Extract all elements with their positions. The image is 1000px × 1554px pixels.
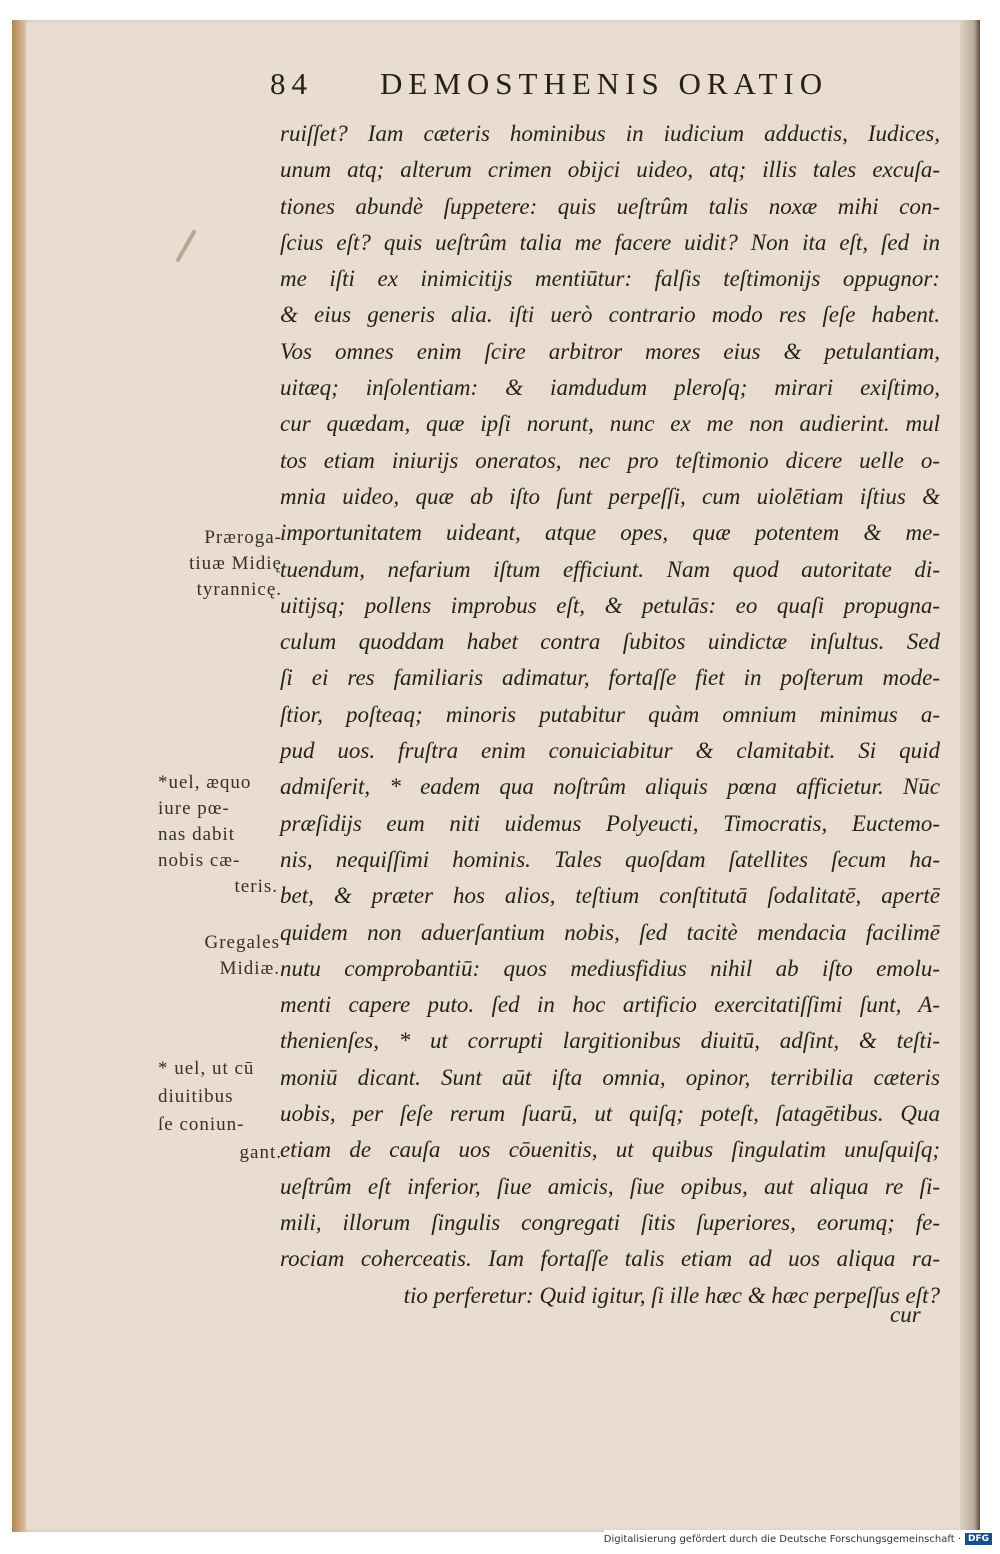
page-number: 84 xyxy=(270,66,313,101)
margin-note-line: tiuæ Midię xyxy=(189,553,282,574)
text-line: bet, & præter hos alios, teſtium conſtitutā ſodalitatē, apertē xyxy=(280,883,940,909)
text-line: mnia uideo, quæ ab iſto ſunt perpeſſi, cum uiolētiam iſtius & xyxy=(280,483,940,509)
text-line: tuendum, nefarium iſtum efficiunt. Nam quod autoritate di- xyxy=(280,556,940,582)
text-line: cur quædam, quæ ipſi norunt, nunc ex me non audierint. mul xyxy=(280,411,940,437)
page-header xyxy=(270,66,890,108)
text-line: tos etiam iniurijs oneratos, nec pro teſtimonio dicere uelle o- xyxy=(280,447,940,473)
text-line: me iſti ex inimicitijs mentiūtur: falſis teſtimonijs oppugnor: xyxy=(280,266,940,292)
margin-note-3 xyxy=(170,932,280,984)
text-line: quidem non aduerſantium nobis, ſed tacitè mendacia facilimē xyxy=(280,919,940,945)
margin-note-line: Midiæ. xyxy=(219,958,280,979)
running-title: DEMOSTHENIS ORATIO xyxy=(380,66,829,101)
text-line: unum atq; alterum crimen obijci uideo, atq; illis tales excuſa- xyxy=(280,157,940,183)
margin-note-line: tyrannicę. xyxy=(196,579,282,600)
text-line: nis, nequiſſimi hominis. Tales quoſdam ſatellites ſecum ha- xyxy=(280,846,940,872)
text-line: nutu comprobantiū: quos mediusfidius nihil ab iſto emolu- xyxy=(280,955,940,981)
text-line: moniū dicant. Sunt aūt iſta omnia, opinor, terribilia cæteris xyxy=(280,1064,940,1090)
text-line: uitæq; inſolentiam: & iamdudum pleroſq; mirari exiſtimo, xyxy=(280,375,940,401)
margin-note-line: Gregales xyxy=(204,932,280,953)
text-line: tiones abundè ſuppetere: quis ueſtrûm talis noxæ mihi con- xyxy=(280,193,940,219)
text-line: importunitatem uideant, atque opes, quæ potentem & me- xyxy=(280,520,940,546)
text-line: menti capere puto. ſed in hoc artificio exercitatiſſimi ſunt, A- xyxy=(280,992,940,1018)
page-spine xyxy=(12,20,26,1532)
text-line: pud uos. fruſtra enim conuiciabitur & clamitabit. Si quid xyxy=(280,738,940,764)
footer-text: Digitalisierung gefördert durch die Deutsche Forschungsgemeinschaft · xyxy=(603,1533,961,1545)
text-line: ſtior, poſteaq; minoris putabitur quàm omnium minimus a- xyxy=(280,701,940,727)
margin-note-line: Prærogа- xyxy=(204,527,282,548)
margin-note-1 xyxy=(170,527,282,605)
text-line: ueſtrûm eſt inferior, ſiue amicis, ſiue opibus, aut aliqua re ſi- xyxy=(280,1173,940,1199)
body-text xyxy=(280,116,940,1314)
text-line: rociam coherceatis. Iam fortaſſe talis etiam ad uos aliqua ra- xyxy=(280,1246,940,1272)
margin-note-line: *uel, æquo xyxy=(158,772,252,793)
text-line: etiam de cauſa uos cōuenitis, ut quibus ſingulatim unuſquiſq; xyxy=(280,1137,940,1163)
margin-note-4 xyxy=(158,1058,282,1170)
margin-note-line: * uel, ut cū xyxy=(158,1058,255,1079)
margin-note-line: ſe coniun- xyxy=(158,1114,245,1135)
text-line: præſidijs eum niti uidemus Polyeucti, Timocratis, Euctemo- xyxy=(280,810,940,836)
margin-note-line: gant. xyxy=(239,1142,282,1163)
margin-note-line: diuitibus xyxy=(158,1086,234,1107)
dfg-logo-icon: DFG xyxy=(965,1533,992,1545)
text-line: mili, illorum ſingulis congregati ſitis ſuperiores, eorumq; fe- xyxy=(280,1209,940,1235)
text-line: uitijsq; pollens improbus eſt, & petulās: eo quaſi propugna- xyxy=(280,592,940,618)
margin-note-2 xyxy=(158,772,278,902)
margin-note-line: nas dabit xyxy=(158,824,236,845)
text-line: uobis, per ſeſe rerum ſuarū, ut quiſq; poteſt, ſatagētibus. Qua xyxy=(280,1101,940,1127)
text-line: ſi ei res familiaris adimatur, fortaſſe fiet in poſterum mode- xyxy=(280,665,940,691)
text-line: & eius generis alia. iſti uerò contrario modo res ſeſe habent. xyxy=(280,302,940,328)
digitization-footer xyxy=(604,1530,992,1548)
ink-stain xyxy=(175,229,196,262)
text-line: ruiſſet? Iam cæteris hominibus in iudicium adductis, Iudices, xyxy=(280,121,940,146)
text-line: tio perferetur: Quid igitur, ſi ille hæc & hæc perpeſſus eſt? xyxy=(403,1282,940,1308)
text-line: admiſerit, * eadem qua noſtrûm aliquis pœna afficietur. Nūc xyxy=(280,774,940,800)
margin-note-line: nobis cæ- xyxy=(158,850,241,871)
page-edge xyxy=(960,20,980,1532)
text-line: ſcius eſt? quis ueſtrûm talia me facere uidit? Non ita eſt, ſed in xyxy=(280,229,940,255)
catchword: cur xyxy=(890,1302,921,1327)
margin-note-line: iure pœ- xyxy=(158,798,230,819)
margin-note-line: teris. xyxy=(234,876,278,897)
text-line: culum quoddam habet contra ſubitos uindictæ inſultus. Sed xyxy=(280,629,940,655)
text-line: thenienſes, * ut corrupti largitionibus diuitū, adſint, & teſti- xyxy=(280,1028,940,1054)
text-line: Vos omnes enim ſcire arbitror mores eius & petulantiam, xyxy=(280,338,940,364)
